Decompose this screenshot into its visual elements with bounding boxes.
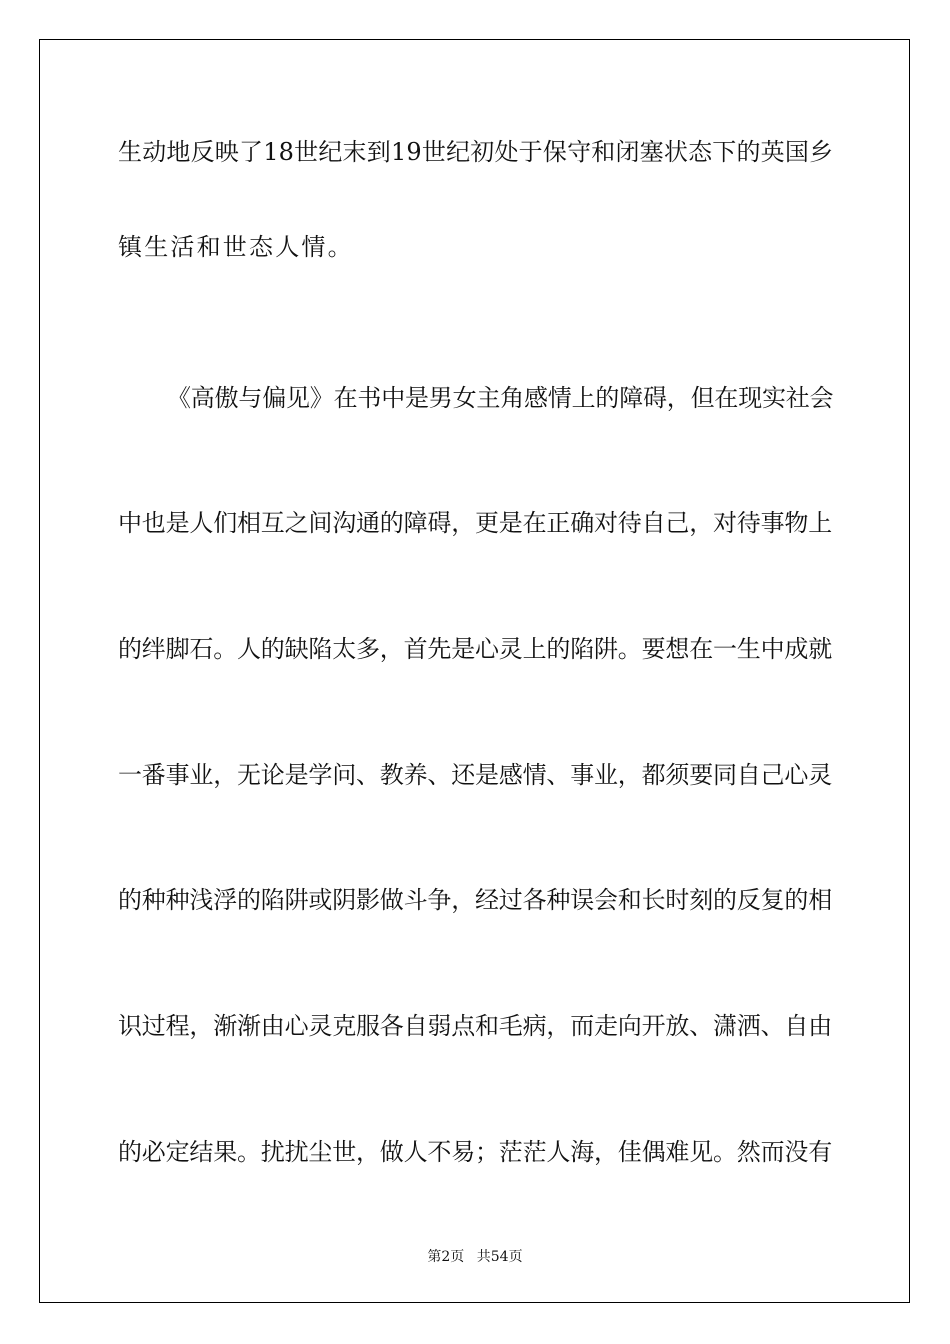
page-border	[39, 39, 910, 1303]
text-line-7: 的种种浅浮的陷阱或阴影做斗争，经过各种误会和长时刻的反复的相	[118, 886, 832, 914]
text-line-2: 镇生活和世态人情。	[118, 233, 354, 261]
page-footer	[0, 1248, 950, 1266]
page-number: 第2页	[427, 1249, 465, 1265]
text-line-6: 一番事业，无论是学问、教养、还是感情、事业，都须要同自己心灵	[118, 761, 832, 789]
text-line-3: 《高傲与偏见》在书中是男女主角感情上的障碍，但在现实社会	[167, 384, 834, 412]
page-total: 共54页	[476, 1249, 523, 1265]
text-line-9: 的必定结果。扰扰尘世，做人不易；茫茫人海，佳偶难见。然而没有	[118, 1138, 832, 1166]
text-line-8: 识过程，渐渐由心灵克服各自弱点和毛病，而走向开放、潇洒、自由	[118, 1012, 832, 1040]
text-line-1: 生动地反映了18世纪末到19世纪初处于保守和闭塞状态下的英国乡	[118, 138, 834, 166]
text-line-5: 的绊脚石。人的缺陷太多，首先是心灵上的陷阱。要想在一生中成就	[118, 635, 832, 663]
text-line-4: 中也是人们相互之间沟通的障碍，更是在正确对待自己，对待事物上	[118, 509, 832, 537]
